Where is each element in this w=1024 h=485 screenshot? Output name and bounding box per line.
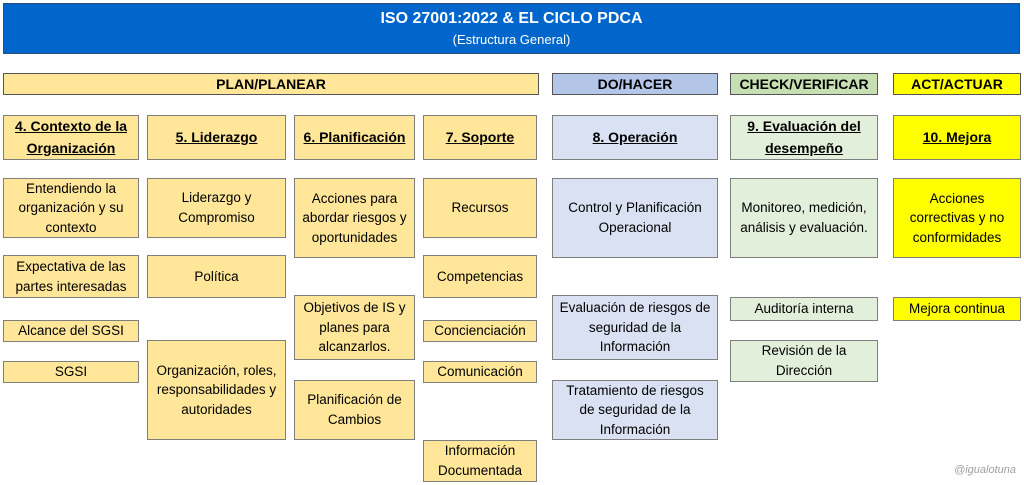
- clause-5-header: 5. Liderazgo: [147, 115, 286, 160]
- clause-8-header: 8. Operación: [552, 115, 718, 160]
- item-risk-assessment: Evaluación de riesgos de seguridad de la Información: [552, 295, 718, 360]
- clause-7-header: 7. Soporte: [423, 115, 537, 160]
- item-documented-information: Información Documentada: [423, 440, 537, 482]
- phase-act: ACT/ACTUAR: [893, 73, 1021, 95]
- clause-4-header: 4. Contexto de la Organización: [3, 115, 139, 160]
- item-interested-parties: Expectativa de las partes interesadas: [3, 255, 139, 298]
- item-internal-audit: Auditoría interna: [730, 297, 878, 321]
- item-leadership-commitment: Liderazgo y Compromiso: [147, 178, 286, 238]
- item-sgsi: SGSI: [3, 361, 139, 383]
- item-sgsi-scope: Alcance del SGSI: [3, 320, 139, 342]
- item-operational-control: Control y Planificación Operacional: [552, 178, 718, 258]
- item-is-objectives: Objetivos de IS y planes para alcanzarlos.: [294, 295, 415, 360]
- phase-do: DO/HACER: [552, 73, 718, 95]
- item-context-understanding: Entendiendo la organización y su contexto: [3, 178, 139, 238]
- item-corrective-actions: Acciones correctivas y no conformidades: [893, 178, 1021, 258]
- item-resources: Recursos: [423, 178, 537, 238]
- credit-watermark: @igualotuna: [954, 464, 1016, 476]
- item-management-review: Revisión de la Dirección: [730, 340, 878, 382]
- item-monitoring: Monitoreo, medición, análisis y evaluación.: [730, 178, 878, 258]
- phase-check: CHECK/VERIFICAR: [730, 73, 878, 95]
- diagram-subtitle: (Estructura General): [452, 32, 571, 47]
- clause-6-header: 6. Planificación: [294, 115, 415, 160]
- item-awareness: Concienciación: [423, 320, 537, 342]
- item-risk-treatment: Tratamiento de riesgos de seguridad de la Información: [552, 380, 718, 440]
- item-roles-responsibilities: Organización, roles, responsabilidades y autoridades: [147, 340, 286, 440]
- item-communication: Comunicación: [423, 361, 537, 383]
- item-risk-actions: Acciones para abordar riesgos y oportunidades: [294, 178, 415, 258]
- item-competences: Competencias: [423, 255, 537, 298]
- item-policy: Política: [147, 255, 286, 298]
- clause-10-header: 10. Mejora: [893, 115, 1021, 160]
- clause-9-header: 9. Evaluación del desempeño: [730, 115, 878, 160]
- item-continual-improvement: Mejora continua: [893, 297, 1021, 321]
- item-change-planning: Planificación de Cambios: [294, 380, 415, 440]
- diagram-title: ISO 27001:2022 & EL CICLO PDCA: [380, 10, 643, 27]
- phase-plan: PLAN/PLANEAR: [3, 73, 539, 95]
- title-banner: [3, 3, 1020, 54]
